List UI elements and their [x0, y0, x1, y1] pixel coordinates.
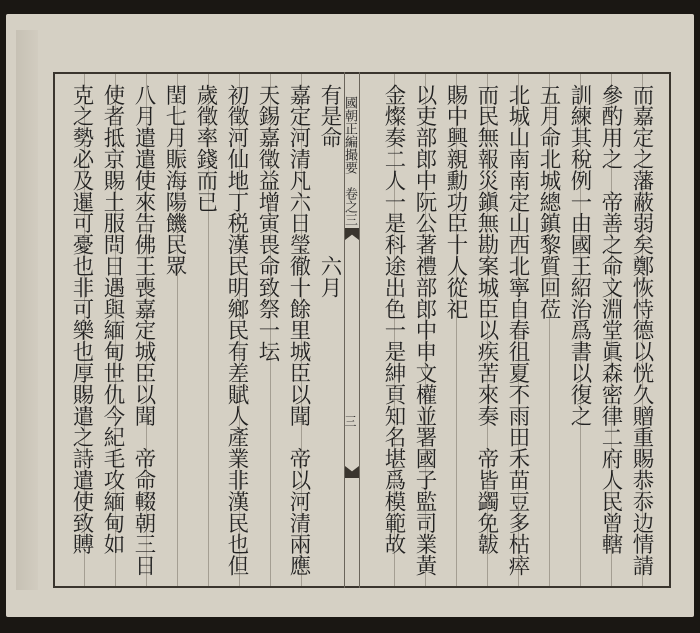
- text-column: 八月遣遣使來告佛王喪嘉定城臣以聞 帝命輟朝三日: [131, 84, 156, 577]
- text-column: 而民無報災鎭無勘案城臣以疾苦來奏 帝皆蠲免韍: [474, 84, 499, 555]
- text-column: 五月命北城總鎮黎質回莅: [536, 84, 561, 320]
- text-column: 天錫嘉徵益增寅畏命致祭一坛: [255, 84, 280, 363]
- center-book-title: 國朝正編撮要 卷之三: [342, 96, 357, 226]
- text-column: 訓練其稅例一由國王紹治爲書以復之: [567, 84, 592, 427]
- leaf-number: 三: [343, 415, 357, 427]
- text-column: 參酌用之 帝善之命文淵堂眞森密律二府人民曾轄: [598, 84, 623, 555]
- text-column: 金燦奏二人一是科途出色一是紳頁知名堪爲模範故: [381, 84, 406, 555]
- text-column: 嘉定河清凡六日瑩徹十餘里城臣以聞 帝以河清兩應: [286, 84, 311, 577]
- text-column: 初徵河仙地丁税漢民明鄉民有差賦人產業非漢民也但: [224, 84, 249, 577]
- text-column: 閏七月賑海陽饑民眾: [162, 84, 187, 277]
- text-column: 使者抵京賜土服問日遇與緬甸世仇今紀毛攻緬甸如: [100, 84, 125, 555]
- page-edge-shadow: [16, 30, 38, 590]
- text-column: 北城山南南定山西北寧自春徂夏不雨田禾苗豆多枯瘁: [505, 84, 530, 577]
- text-column: 賜中興親勳功臣十人從祀: [443, 84, 468, 320]
- text-column: 克之勢必及暹可憂也非可樂也厚賜遣之詩遣使致賻: [69, 84, 94, 555]
- text-column: 以吏部郎中阮公著禮部郎中申文權並署國子監司業黃: [412, 84, 437, 577]
- text-column: 而嘉定之藩蔽弱矣鄭恢恃德以恍久贈重賜恭忝边情請: [629, 84, 654, 577]
- text-column: 歲徵率錢而已: [193, 84, 218, 213]
- text-column: 有是命 六月: [317, 84, 342, 298]
